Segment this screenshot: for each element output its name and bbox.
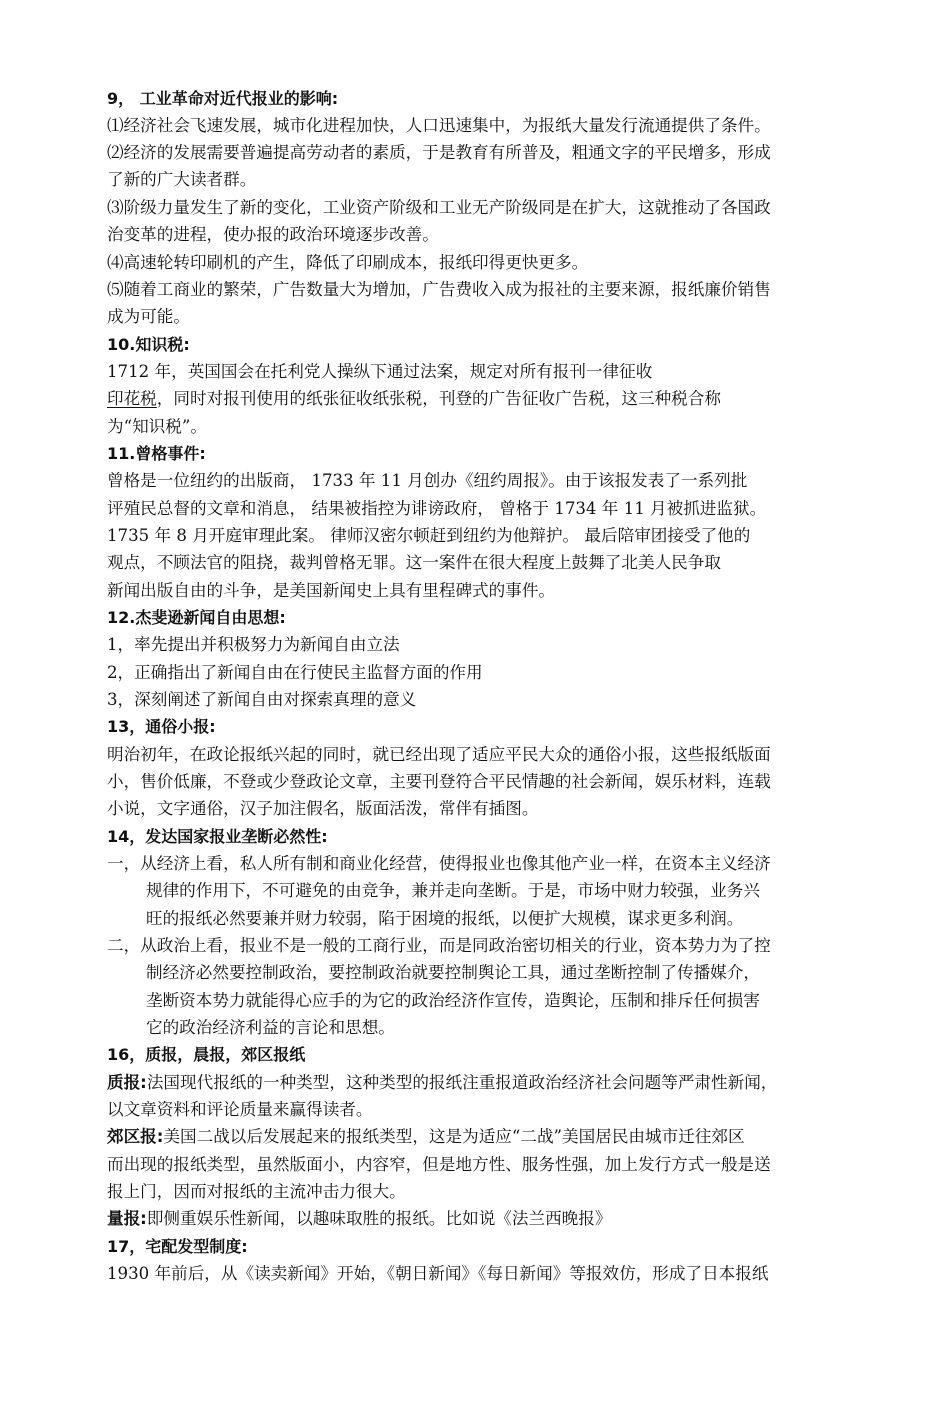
stamp-tax-term: 印花税	[107, 389, 157, 408]
s11-line: 评殖民总督的文章和消息， 结果被指控为诽谤政府， 曾格于 1734 年 11 月被抓进监狱。	[107, 499, 767, 518]
section-10-title: 10.知识税:	[107, 335, 190, 354]
s9-line: ⑵经济的发展需要普遍提高劳动者的素质，于是教育有所普及，粗通文字的平民增多，形成	[107, 143, 771, 162]
s12-line: 3，深刻阐述了新闻自由对探索真理的意义	[107, 690, 417, 709]
s9-line: ⑷高速轮转印刷机的产生，降低了印刷成本，报纸印得更快更多。	[107, 253, 589, 272]
section-13-title: 13，通俗小报:	[107, 717, 216, 736]
s11-line: 新闻出版自由的斗争，是美国新闻史上具有里程碑式的事件。	[107, 581, 556, 600]
section-14-title: 14，发达国家报业垄断必然性:	[107, 827, 328, 846]
s16-line: 报上门，因而对报纸的主流冲击力很大。	[107, 1182, 406, 1201]
s9-line: ⑴经济社会飞速发展，城市化进程加快，人口迅速集中，为报纸大量发行流通提供了条件。	[107, 116, 771, 135]
s10-line-rest: ，同时对报刊使用的纸张征收纸张税，刊登的广告征收广告税，这三种税合称	[156, 389, 721, 408]
s14-line: 它的政治经济利益的言论和思想。	[146, 1018, 395, 1037]
s13-line: 小说，文字通俗，汉子加注假名，版面活泼，常伴有插图。	[107, 799, 539, 818]
s16-line	[107, 1205, 611, 1232]
section-9-title: 9， 工业革命对近代报业的影响:	[107, 89, 339, 108]
s11-line: 观点，不顾法官的阻挠，裁判曾格无罪。这一案件在很大程度上鼓舞了北美人民争取	[107, 553, 721, 572]
s14-line: 一，从经济上看，私人所有制和商业化经营，使得报业也像其他产业一样，在资本主义经济	[107, 854, 771, 873]
s14-line: 二，从政治上看，报业不是一般的工商行业，而是同政治密切相关的行业，资本势力为了控	[107, 936, 771, 955]
liangbao-def: 即侧重娱乐性新闻，以趣味取胜的报纸。比如说《法兰西晚报》	[146, 1209, 612, 1228]
s14-line: 旺的报纸必然要兼并财力较弱，陷于困境的报纸，以便扩大规模，谋求更多利润。	[146, 909, 744, 928]
s14-line: 垄断资本势力就能得心应手的为它的政治经济作宣传，造舆论，压制和排斥任何损害	[146, 991, 760, 1010]
s16-line: 以文章资料和评论质量来赢得读者。	[107, 1100, 373, 1119]
section-17-title: 17，宅配发型制度:	[107, 1237, 248, 1256]
jiaoqubao-term: 郊区报:	[107, 1127, 164, 1146]
section-16-title: 16，质报，晨报，郊区报纸	[107, 1045, 306, 1064]
s13-line: 明治初年，在政论报纸兴起的同时，就已经出现了适应平民大众的通俗小报，这些报纸版面	[107, 745, 771, 764]
s11-line: 1735 年 8 月开庭审理此案。 律师汉密尔顿赶到纽约为他辩护。 最后陪审团接受了他的	[107, 526, 751, 545]
s12-line: 2，正确指出了新闻自由在行使民主监督方面的作用	[107, 663, 483, 682]
s16-line	[107, 1123, 745, 1150]
s9-line: 成为可能。	[107, 307, 190, 326]
s9-line: ⑶阶级力量发生了新的变化，工业资产阶级和工业无产阶级同是在扩大，这就推动了各国政	[107, 198, 771, 217]
s10-line: 为“知识税”。	[107, 417, 207, 436]
s14-line: 制经济必然要控制政治，要控制政治就要控制舆论工具，通过垄断控制了传播媒介，	[146, 963, 760, 982]
section-12-title: 12.杰斐逊新闻自由思想:	[107, 608, 286, 627]
s10-line: 1712 年，英国国会在托利党人操纵下通过法案，规定对所有报刊一律征收	[107, 362, 653, 381]
s16-line: 而出现的报纸类型，虽然版面小，内容窄，但是地方性、服务性强，加上发行方式一般是送	[107, 1155, 771, 1174]
s14-line: 规律的作用下，不可避免的由竞争，兼并走向垄断。于是，市场中财力较强，业务兴	[146, 881, 760, 900]
s12-line: 1，率先提出并积极努力为新闻自由立法	[107, 635, 400, 654]
s9-line: 了新的广大读者群。	[107, 170, 257, 189]
s10-line	[107, 385, 721, 412]
section-11-title: 11.曾格事件:	[107, 444, 206, 463]
s9-line: ⑸随着工商业的繁荣，广告数量大为增加，广告费收入成为报社的主要来源，报纸廉价销售	[107, 280, 771, 299]
zhibao-term: 质报:	[107, 1073, 147, 1092]
s17-line: 1930 年前后，从《读卖新闻》开始，《朝日新闻》《每日新闻》等报效仿，形成了日本报纸	[107, 1264, 769, 1283]
liangbao-term: 量报:	[107, 1209, 147, 1228]
s9-line: 治变革的进程，使办报的政治环境逐步改善。	[107, 225, 439, 244]
jiaoqubao-def: 美国二战以后发展起来的报纸类型，这是为适应“二战”美国居民由城市迁往郊区	[163, 1127, 745, 1146]
zhibao-def: 法国现代报纸的一种类型，这种类型的报纸注重报道政治经济社会问题等严肃性新闻，	[146, 1073, 778, 1092]
s16-line	[107, 1069, 777, 1096]
s11-line: 曾格是一位纽约的出版商， 1733 年 11 月创办《纽约周报》。由于该报发表了一系列批	[107, 471, 748, 490]
s13-line: 小，售价低廉，不登或少登政论文章，主要刊登符合平民情趣的社会新闻，娱乐材料，连载	[107, 772, 771, 791]
